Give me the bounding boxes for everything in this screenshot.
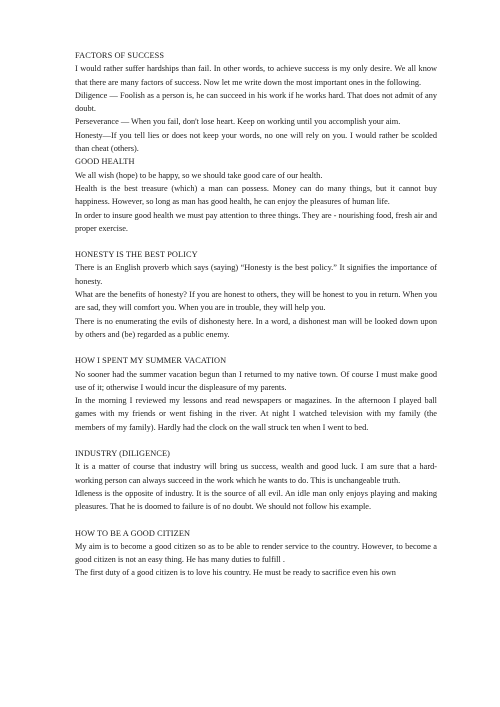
paragraph: In the morning I reviewed my lessons and read newspapers or magazines. In the afternoon I played ball games with my friends or went fishing in the river. At night I watched television with my family (the members of my family). Hardly had the clock on the wall struck ten when I went to bed. xyxy=(75,396,437,432)
section-honesty xyxy=(75,248,437,341)
paragraph: Honesty—If you tell lies or does not keep your words, no one will rely on you. I would rather be scolded than cheat (others). xyxy=(75,130,437,154)
section-heading: HONESTY IS THE BEST POLICY xyxy=(75,250,198,260)
paragraph: We all wish (hope) to be happy, so we should take good care of our health. xyxy=(75,170,323,180)
section-heading: HOW I SPENT MY SUMMER VACATION xyxy=(75,356,227,366)
paragraph: Perseverance — When you fail, don't lose heart. Keep on working until you accomplish your aim. xyxy=(75,117,401,127)
paragraph: My aim is to become a good citizen so as to be able to render service to the country. However, to become a good citizen is not an easy thing. He has many duties to fulfill . xyxy=(75,541,437,565)
section-industry xyxy=(75,447,437,513)
section-heading: GOOD HEALTH xyxy=(75,157,135,167)
section-factors-of-success xyxy=(75,49,437,155)
section-summer-vacation xyxy=(75,354,437,434)
paragraph: In order to insure good health we must pay attention to three things. They are - nourishing food, fresh air and proper exercise. xyxy=(75,210,437,233)
section-good-health xyxy=(75,155,437,235)
paragraph: What are the benefits of honesty? If you are honest to others, they will be honest to you in return. When you are sad, they will comfort you. When you are in trouble, they will help you. xyxy=(75,290,437,313)
paragraph: It is a matter of course that industry will bring us success, wealth and good luck. I am sure that a hard-working person can always succeed in the work which he wants to do. This is unchangeable truth. xyxy=(75,462,437,485)
paragraph: Idleness is the opposite of industry. It is the source of all evil. An idle man only enjoys playing and making pleasures. That he is doomed to failure is of no doubt. We should not follow his example. xyxy=(75,488,437,512)
paragraph: I would rather suffer hardships than fail. In other words, to achieve success is my only desire. We all know that there are many factors of success. Now let me write down the most important ones in the following. xyxy=(75,64,437,87)
paragraph: There is an English proverb which says (saying) “Honesty is the best policy.” It signifies the importance of honesty. xyxy=(75,263,437,286)
section-good-citizen xyxy=(75,527,437,580)
paragraph: Health is the best treasure (which) a man can possess. Money can do many things, but it cannot buy happiness. However, so long as man has good health, he can enjoy the pleasures of human life. xyxy=(75,183,437,207)
paragraph: No sooner had the summer vacation begun than I returned to my native town. Of course I must make good use of it; otherwise I would incur the displeasure of my parents. xyxy=(75,369,437,392)
section-heading: INDUSTRY (DILIGENCE) xyxy=(75,449,171,459)
section-heading: HOW TO BE A GOOD CITIZEN xyxy=(75,528,191,538)
section-heading: FACTORS OF SUCCESS xyxy=(75,51,165,60)
paragraph: The first duty of a good citizen is to love his country. He must be ready to sacrifice even his own xyxy=(75,568,396,578)
paragraph: There is no enumerating the evils of dishonesty here. In a word, a dishonest man will be looked down upon by others and (be) regarded as a public enemy. xyxy=(75,316,437,339)
paragraph: Diligence — Foolish as a person is, he can succeed in his work if he works hard. That does not admit of any doubt. xyxy=(75,90,437,114)
